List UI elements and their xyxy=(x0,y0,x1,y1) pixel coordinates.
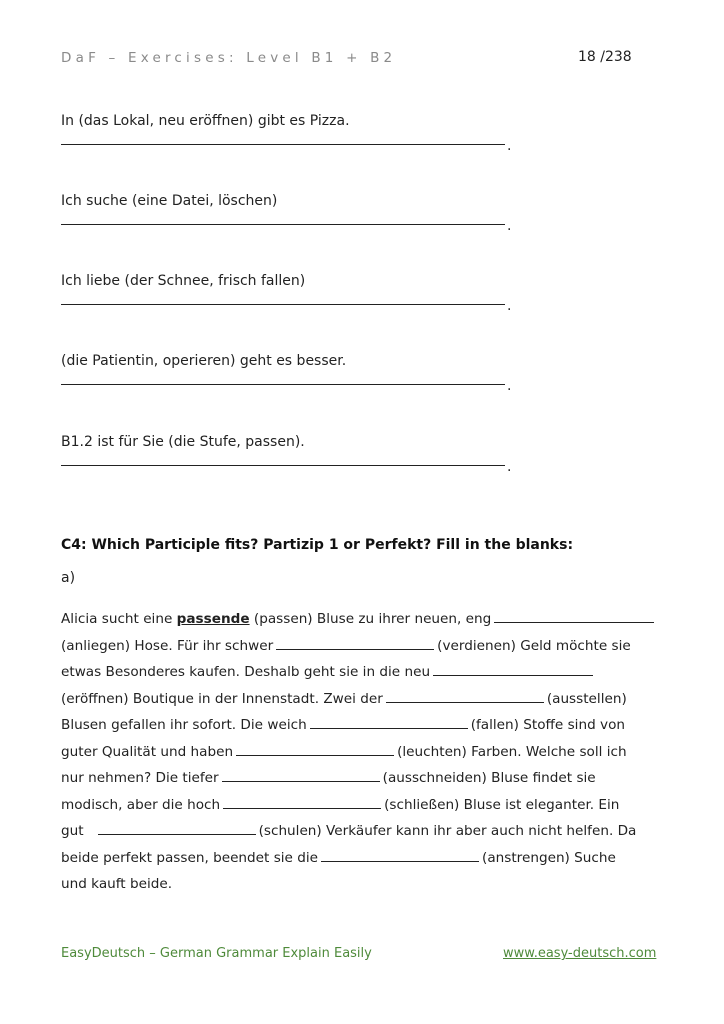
paragraph-line xyxy=(61,686,661,713)
text-segment: und kauft beide. xyxy=(61,876,173,892)
text-segment: (verdienen) Geld möchte sie xyxy=(437,637,631,654)
text-segment: (leuchten) Farben. Welche soll ich xyxy=(397,743,627,760)
blank-field[interactable] xyxy=(222,767,380,782)
paragraph-line xyxy=(61,739,661,766)
text-segment: (fallen) Stoffe sind von xyxy=(470,717,626,733)
example-answer: passende xyxy=(176,611,250,627)
blank-field[interactable] xyxy=(98,820,256,835)
text-segment: gut xyxy=(61,823,84,839)
exercise-item xyxy=(61,351,521,395)
paragraph-line xyxy=(61,792,661,819)
answer-line[interactable] xyxy=(61,384,505,385)
fill-in-paragraph xyxy=(61,606,661,898)
exercise-prompt: In (das Lokal, neu eröffnen) gibt es Pizza. xyxy=(61,113,350,129)
header-title: DaF – Exercises: Level B1 + B2 xyxy=(61,50,397,66)
answer-line[interactable] xyxy=(61,304,505,305)
text-segment: (anliegen) Hose. Für ihr schwer xyxy=(61,637,274,654)
text-segment: modisch, aber die hoch xyxy=(61,796,221,813)
text-segment: nur nehmen? Die tiefer xyxy=(61,770,219,786)
text-segment: Blusen gefallen ihr sofort. Die weich xyxy=(61,717,307,733)
answer-period: . xyxy=(507,459,512,475)
text-segment: guter Qualität und haben xyxy=(61,743,234,760)
text-segment: Alicia sucht eine xyxy=(61,611,173,627)
exercise-prompt: (die Patientin, operieren) geht es besser. xyxy=(61,353,347,369)
paragraph-line xyxy=(61,871,661,898)
exercise-item xyxy=(61,432,521,476)
blank-field[interactable] xyxy=(310,714,468,729)
answer-period: . xyxy=(507,378,512,394)
exercise-item xyxy=(61,191,521,235)
section-heading: C4: Which Participle fits? Partizip 1 or Perfekt? Fill in the blanks: xyxy=(61,537,574,553)
text-segment: (ausschneiden) Bluse findet sie xyxy=(382,770,596,786)
exercise-prompt: Ich liebe (der Schnee, frisch fallen) xyxy=(61,273,306,289)
text-segment: (ausstellen) xyxy=(546,690,627,707)
exercise-item xyxy=(61,111,521,155)
exercise-prompt: B1.2 ist für Sie (die Stufe, passen). xyxy=(61,434,305,450)
blank-field[interactable] xyxy=(433,661,593,676)
answer-period: . xyxy=(507,138,512,154)
text-segment: (schließen) Bluse ist eleganter. Ein xyxy=(384,796,620,813)
page-number: 18 /238 xyxy=(578,49,632,65)
text-segment: etwas Besonderes kaufen. Deshalb geht sie in die neu xyxy=(61,664,431,680)
blank-field[interactable] xyxy=(223,794,381,809)
answer-line[interactable] xyxy=(61,224,505,225)
answer-period: . xyxy=(507,218,512,234)
text-segment: beide perfekt passen, beendet sie die xyxy=(61,849,319,866)
sub-label: a) xyxy=(61,570,76,586)
blank-field[interactable] xyxy=(386,688,544,703)
footer-credit: EasyDeutsch – German Grammar Explain Easily xyxy=(61,946,372,961)
blank-field[interactable] xyxy=(236,741,394,756)
text-segment: (passen) Bluse zu ihrer neuen, eng xyxy=(253,611,492,627)
footer-website-link[interactable]: www.easy-deutsch.com xyxy=(503,946,657,961)
answer-period: . xyxy=(507,298,512,314)
answer-line[interactable] xyxy=(61,144,505,145)
paragraph-line xyxy=(61,765,661,792)
paragraph-line xyxy=(61,845,661,872)
exercise-item xyxy=(61,271,521,315)
exercise-prompt: Ich suche (eine Datei, löschen) xyxy=(61,193,278,209)
answer-line[interactable] xyxy=(61,465,505,466)
blank-field[interactable] xyxy=(321,847,479,862)
paragraph-line xyxy=(61,712,661,739)
paragraph-line xyxy=(61,633,661,660)
paragraph-line xyxy=(61,606,661,633)
text-segment: (anstrengen) Suche xyxy=(482,849,616,866)
paragraph-line xyxy=(61,659,661,686)
paragraph-line xyxy=(61,818,661,845)
text-segment: (schulen) Verkäufer kann ihr aber auch nicht helfen. Da xyxy=(258,823,637,839)
blank-field[interactable] xyxy=(276,635,434,650)
blank-field[interactable] xyxy=(494,608,654,623)
text-segment: (eröffnen) Boutique in der Innenstadt. Zwei der xyxy=(61,690,383,707)
